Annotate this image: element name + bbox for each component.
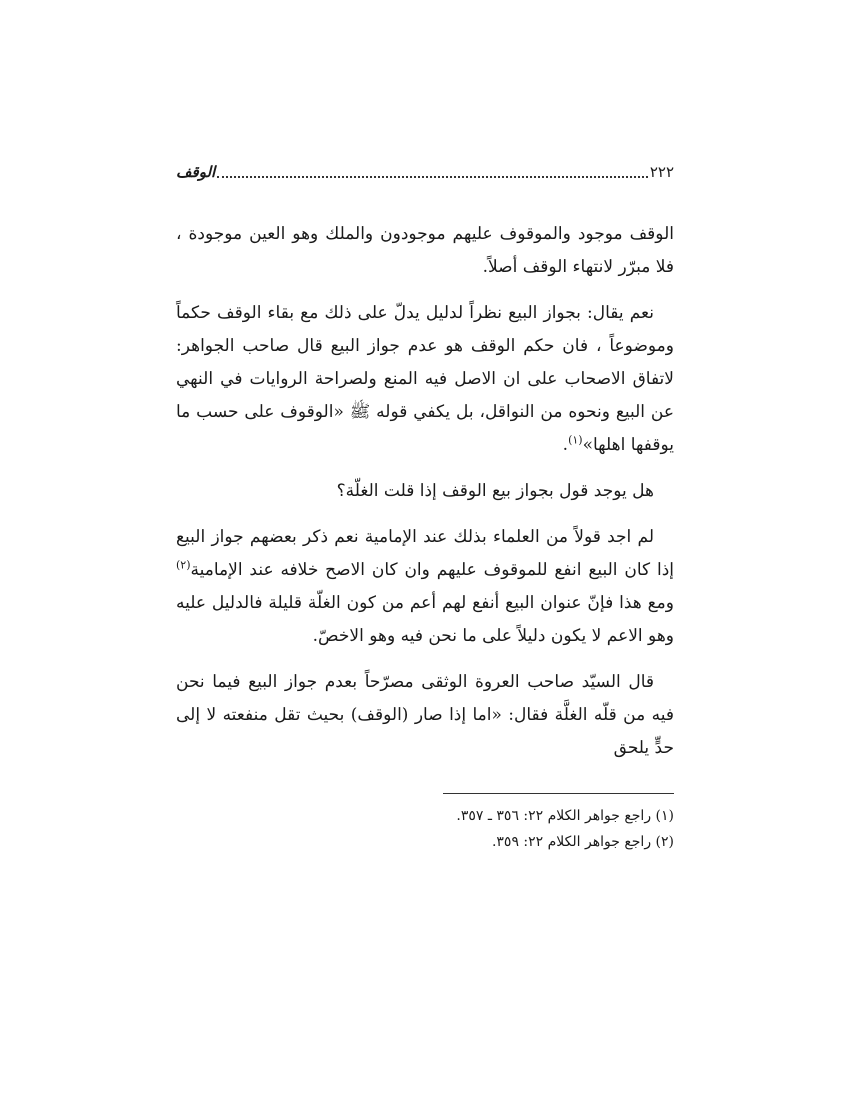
paragraph-text: نعم يقال: بجواز البيع نظراً لدليل يدلّ على ذلك مع بقاء الوقف حكماً وموضوعاً ، فان حكم الوقف هو عدم جواز البيع قال صاحب الجواهر: لاتفاق الاصحاب على ان الاصل فيه المنع ولصراحة الروايات في النهي عن البيع ونحوه من النواقل، بل يكفي قوله ﷺ «الوقوف على حسب ما يوقفها اهلها» [176, 303, 674, 455]
footnote-ref-1[interactable]: (١) [568, 433, 583, 447]
footnote-2: (٢) راجع جواهر الكلام ٢٢: ٣٥٩. [491, 834, 674, 850]
paragraph-2 [176, 297, 674, 462]
paragraph-text: لم اجد قولاً من العلماء بذلك عند الإمامية نعم ذكر بعضهم جواز البيع إذا كان البيع انفع للموقوف عليهم وان كان الاصح خلافه عند الإمامية [176, 527, 674, 580]
paragraph-4 [176, 521, 674, 653]
footnote-divider [443, 793, 674, 794]
paragraph-1 [176, 218, 674, 284]
paragraph-3 [176, 475, 674, 508]
paragraph-text: هل يوجد قول بجواز بيع الوقف إذا قلت الغلّة؟ [336, 481, 654, 501]
paragraph-tail: ومع هذا فإنّ عنوان البيع أنفع لهم أعم من كون الغلّة قليلة فالدليل عليه وهو الاعم لا يكون دليلاً على ما نحن فيه وهو الاخصّ. [176, 593, 674, 646]
footnotes [420, 803, 674, 855]
paragraph-5 [176, 666, 674, 765]
page-number: ٢٢٢ [649, 163, 674, 181]
body-text [176, 218, 674, 778]
running-title: الوقف [176, 163, 216, 181]
paragraph-tail: . [562, 435, 569, 455]
header-dot-leader [217, 175, 648, 178]
footnote-1: (١) راجع جواهر الكلام ٢٢: ٣٥٦ ـ ٣٥٧. [456, 808, 674, 824]
paragraph-text: الوقف موجود والموقوف عليهم موجودون والملك وهو العين موجودة ، فلا مبرّر لانتهاء الوقف أصلاً. [176, 224, 674, 277]
footnote-ref-2[interactable]: (٢) [176, 558, 191, 572]
running-header [176, 156, 674, 182]
paragraph-text: قال السيّد صاحب العروة الوثقى مصرّحاً بعدم جواز البيع فيما نحن فيه من قلّه الغلَّة فقال: «اما إذا صار (الوقف) بحيث تقل منفعته لا إلى حدٍّ يلحق [176, 672, 674, 758]
